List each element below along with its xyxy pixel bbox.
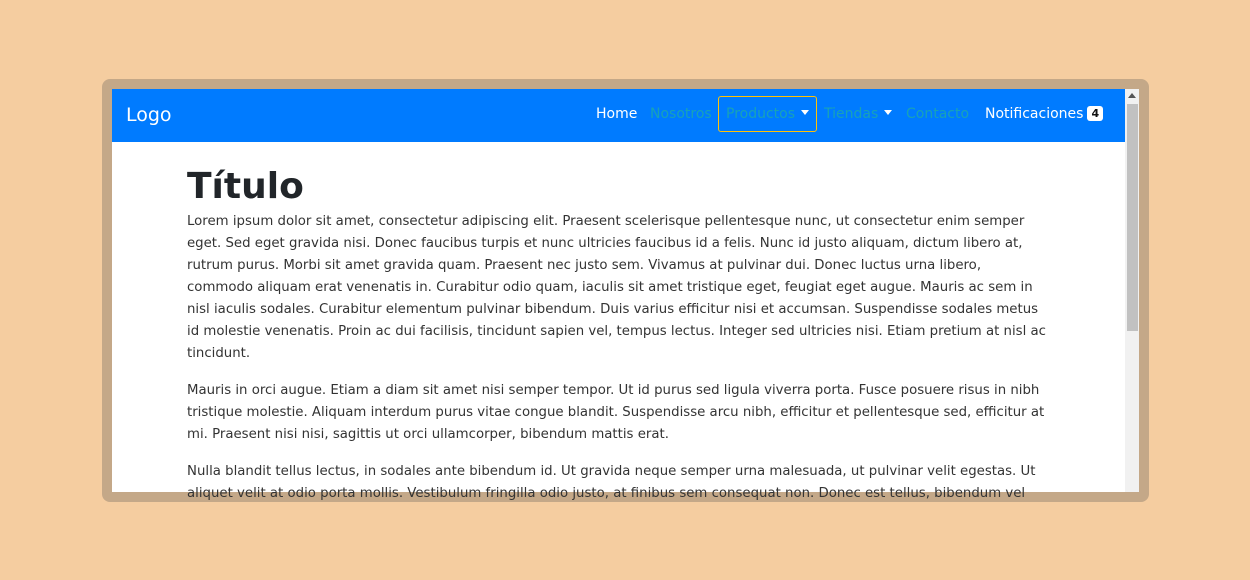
notification-count-badge: 4 bbox=[1087, 106, 1103, 121]
paragraph-3: Nulla blandit tellus lectus, in sodales ante bibendum id. Ut gravida neque semper urna malesuada, ut pulvinar velit egestas. Ut aliquet velit at odio porta mollis. Vestibulum fringilla odio justo, at finibus sem consequat non. Donec est tellus, bibendum vel bbox=[187, 464, 1036, 501]
nav-productos-label: Productos bbox=[726, 106, 796, 122]
browser-frame bbox=[102, 79, 1149, 502]
navbar bbox=[112, 89, 1125, 142]
caret-down-icon bbox=[801, 110, 809, 115]
page-viewport bbox=[112, 89, 1139, 501]
scrollbar-thumb[interactable] bbox=[1127, 104, 1138, 331]
scroll-up-arrow-icon[interactable] bbox=[1128, 93, 1136, 98]
nav-nosotros[interactable]: Nosotros bbox=[650, 106, 712, 122]
main-content bbox=[187, 142, 1047, 505]
paragraph-2: Mauris in orci augue. Etiam a diam sit amet nisi semper tempor. Ut id purus sed ligula viverra porta. Fusce posuere risus in nibh tristique molestie. Aliquam interdum purus vitae congue blandit. Suspendisse arcu nibh, efficitur et pellentesque sed, efficitur at mi. Praesent nisi nisi, sagittis ut orci ullamcorper, bibendum mattis erat. bbox=[187, 383, 1045, 442]
page-title: Título bbox=[187, 166, 304, 207]
caret-down-icon bbox=[884, 110, 892, 115]
brand-logo[interactable]: Logo bbox=[126, 104, 172, 126]
nav-contacto[interactable]: Contacto bbox=[906, 106, 970, 122]
nav-productos-dropdown[interactable] bbox=[718, 96, 817, 132]
nav-notificaciones[interactable] bbox=[985, 106, 1103, 122]
vertical-scrollbar[interactable] bbox=[1125, 89, 1139, 492]
nav-tiendas-label: Tiendas bbox=[824, 106, 879, 122]
nav-tiendas-dropdown[interactable] bbox=[824, 106, 892, 122]
nav-notificaciones-label: Notificaciones bbox=[985, 106, 1084, 122]
paragraph-1: Lorem ipsum dolor sit amet, consectetur adipiscing elit. Praesent scelerisque pellentesque nunc, ut consectetur enim semper eget. Sed eget gravida nisi. Donec faucibus turpis et nunc ultricies faucibus id a felis. Nunc id justo aliquam, dictum libero at, rutrum purus. Morbi sit amet gravida quam. Praesent nec justo sem. Vivamus at pulvinar dui. Donec luctus urna libero, commodo aliquam erat venenatis in. Curabitur odio quam, iaculis sit amet tristique eget, feugiat eget augue. Mauris ac sem in nisl iaculis sodales. Curabitur elementum pulvinar bibendum. Duis varius efficitur nisi et accumsan. Suspendisse sodales metus id molestie venenatis. Proin ac dui facilisis, tincidunt sapien vel, tempus lectus. Integer sed ultricies nisi. Etiam pretium at nisl ac tincidunt. bbox=[187, 214, 1046, 361]
nav-home[interactable]: Home bbox=[596, 106, 638, 122]
